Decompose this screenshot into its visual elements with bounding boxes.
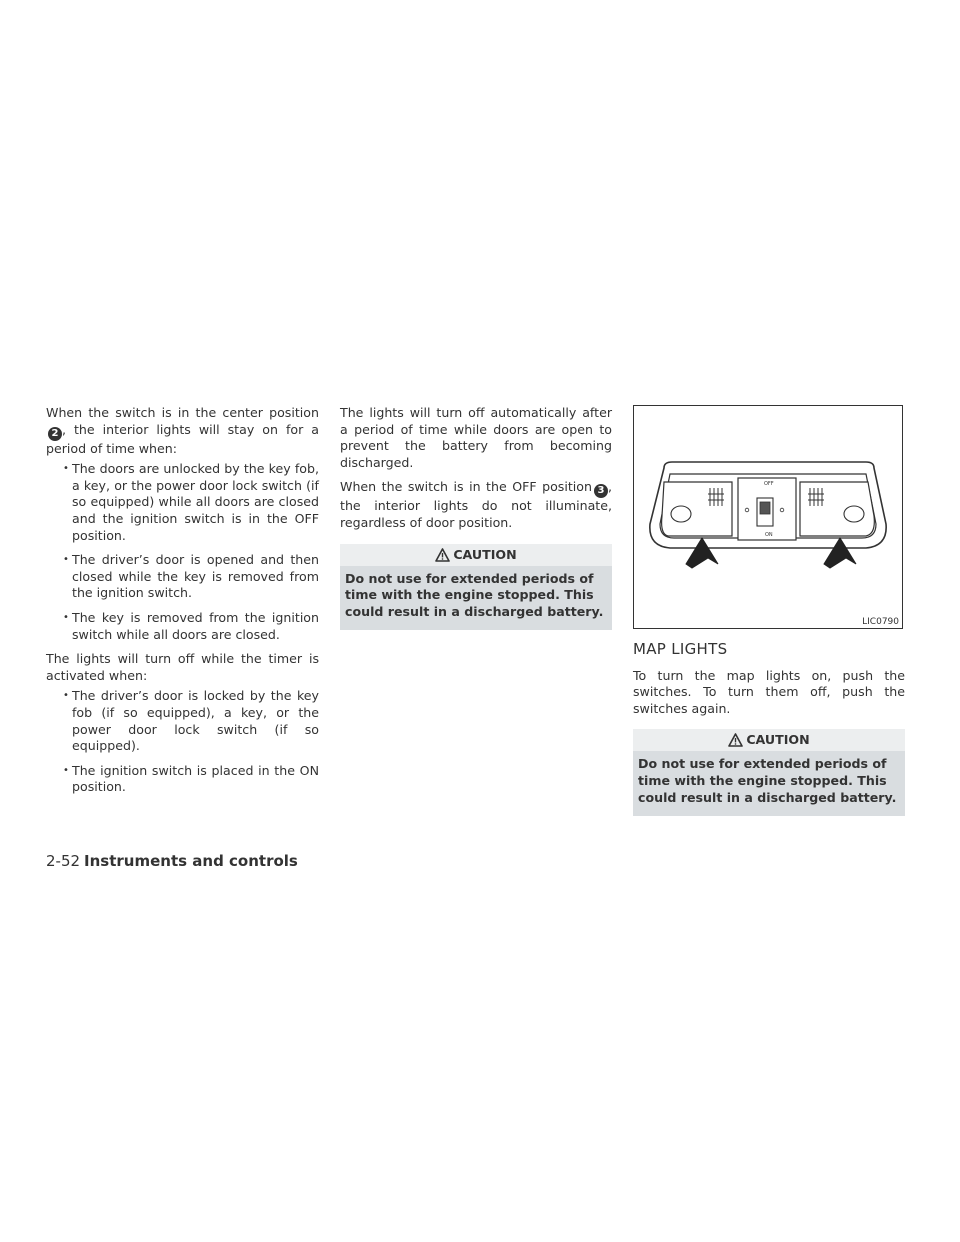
warning-icon [728,733,743,747]
intro-text-after: , the interior lights will stay on for a period of time when: [46,421,319,456]
timer-on-list [46,461,319,643]
list-item: • The driver’s door is opened and then closed while the key is removed from the ignition switch. [46,552,319,602]
map-lights-illustration [634,406,902,628]
list-item: • The ignition switch is placed in the ON position. [46,763,319,796]
caution-text: Do not use for extended periods of time with the engine stopped. This could result in a discharged battery. [638,756,897,805]
caution-text: Do not use for extended periods of time with the engine stopped. This could result in a discharged battery. [345,570,604,619]
caution-header [633,729,905,751]
list-item: • The doors are unlocked by the key fob, a key, or the power door lock switch (if so equipped) while all doors are closed and the ignition switch is in the OFF position. [46,461,319,544]
page-number: 2-52 [46,852,81,870]
column-right [633,405,905,816]
timer-off-paragraph: The lights will turn off while the timer is activated when: [46,651,319,683]
caution-header [340,544,612,566]
intro-paragraph [46,405,319,457]
switch-on-label: ON [765,532,773,538]
timer-off-list [46,688,319,796]
off-text-before: When the switch is in the OFF position [340,479,592,495]
map-lights-paragraph: To turn the map lights on, push the switches. To turn them off, push the switches again. [633,667,905,716]
figure-label: LIC0790 [862,617,899,627]
page-footer [46,852,298,870]
map-lights-figure [633,405,903,629]
caution-box [633,729,905,816]
list-item: • The driver’s door is locked by the key fob (if so equipped), a key, or the power door lock switch (if so equipped). [46,688,319,754]
caution-box [340,544,612,631]
footer-section-title: Instruments and controls [84,852,298,870]
off-text-after: , the interior lights do not illuminate, regardless of door position. [340,479,612,530]
warning-icon [435,548,450,562]
off-position-paragraph [340,479,612,531]
auto-off-paragraph: The lights will turn off automatically after a period of time while doors are open to prevent the battery from becoming discharged. [340,405,612,470]
position-2-marker: 2 [48,427,62,441]
switch-off-label: OFF [764,481,774,487]
intro-text-before: When the switch is in the center position [46,405,319,420]
position-3-marker: 3 [594,484,608,498]
column-middle [340,405,612,630]
caution-title: CAUTION [746,732,810,748]
column-left [46,405,319,804]
list-item: • The key is removed from the ignition switch while all doors are closed. [46,610,319,643]
section-title: MAP LIGHTS [633,640,728,658]
caution-title: CAUTION [453,546,517,562]
